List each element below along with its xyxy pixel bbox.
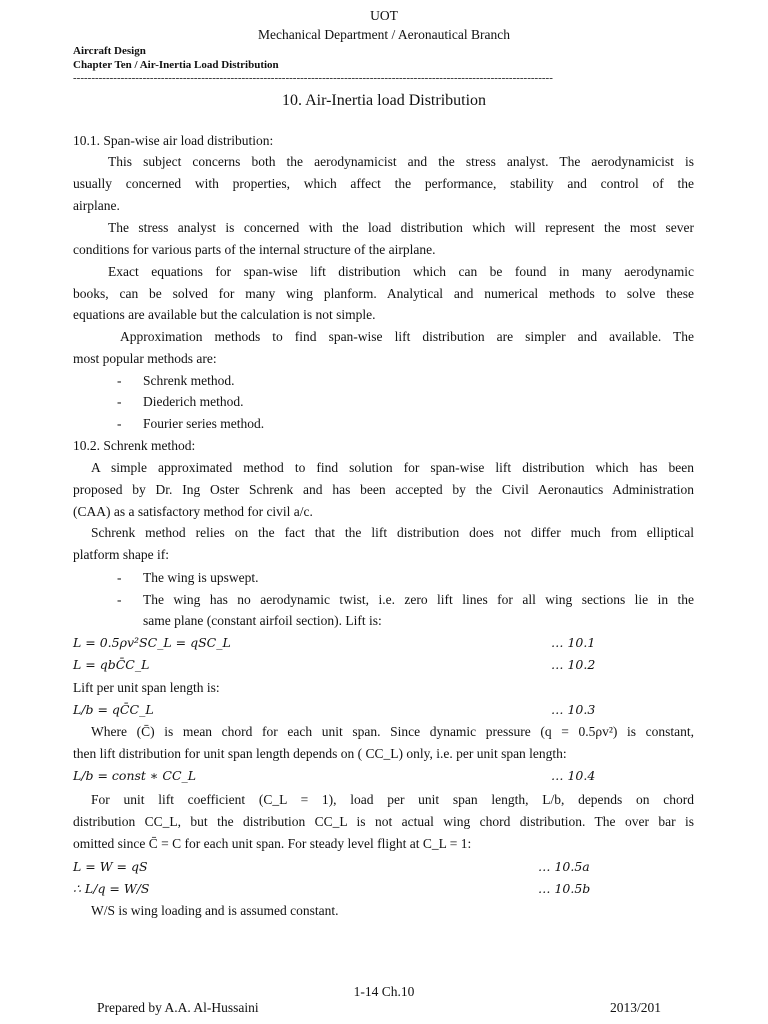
list-item: Fourier series method. bbox=[143, 416, 265, 431]
equation-10-5a: L = W = qS bbox=[73, 859, 148, 874]
paragraph-line: For unit lift coefficient (C_L = 1), load per unit span length, L/b, depends on chord bbox=[91, 792, 694, 807]
bullet-dash: - bbox=[117, 570, 122, 585]
equation-10-4: L/b = const ∗ CC_L bbox=[73, 768, 197, 783]
paragraph-line: Where (C̄) is mean chord for each unit span. Since dynamic pressure (q = 0.5ρv²) is constant, bbox=[91, 724, 694, 739]
equation-10-3: L/b = qC̄C_L bbox=[73, 702, 154, 717]
list-item: Diederich method. bbox=[143, 394, 244, 409]
bullet-dash: - bbox=[117, 394, 122, 409]
section-heading-10-1: 10.1. Span-wise air load distribution: bbox=[73, 133, 274, 148]
paragraph-line: Lift per unit span length is: bbox=[73, 680, 220, 695]
equation-number: … 10.1 bbox=[551, 635, 596, 650]
paragraph-line: then lift distribution for unit span length depends on ( CC_L) only, i.e. per unit span length: bbox=[73, 746, 567, 761]
equation-number: … 10.4 bbox=[551, 768, 596, 783]
university-name: UOT bbox=[370, 8, 398, 23]
paragraph-line: The stress analyst is concerned with the load distribution which will represent the most sever bbox=[108, 220, 694, 235]
paragraph-line: platform shape if: bbox=[73, 547, 169, 562]
bullet-dash: - bbox=[117, 592, 122, 607]
paragraph-line: most popular methods are: bbox=[73, 351, 217, 366]
page-number: 1-14 Ch.10 bbox=[353, 984, 415, 999]
bullet-dash: - bbox=[117, 416, 122, 431]
equation-10-2: L = qbC̄C_L bbox=[73, 657, 150, 672]
paragraph-line: proposed by Dr. Ing Oster Schrenk and has been accepted by the Civil Aeronautics Administration bbox=[73, 482, 694, 497]
chapter-title: Chapter Ten / Air-Inertia Load Distribution bbox=[73, 59, 279, 71]
paragraph-line: conditions for various parts of the internal structure of the airplane. bbox=[73, 242, 436, 257]
paragraph-line: omitted since C̄ = C for each unit span. For steady level flight at C_L = 1: bbox=[73, 836, 472, 851]
paragraph-line: W/S is wing loading and is assumed constant. bbox=[91, 903, 339, 918]
equation-10-1: L = 0.5ρv²SC_L = qSC_L bbox=[73, 635, 231, 650]
course-title: Aircraft Design bbox=[73, 45, 146, 57]
paragraph-line: Approximation methods to find span-wise lift distribution are simpler and available. The bbox=[120, 329, 694, 344]
footer-year: 2013/201 bbox=[610, 1000, 662, 1015]
paragraph-line: usually concerned with properties, which affect the performance, stability and control of the bbox=[73, 176, 694, 191]
page-title: 10. Air-Inertia load Distribution bbox=[281, 92, 487, 109]
list-item: same plane (constant airfoil section). Lift is: bbox=[143, 613, 382, 628]
bullet-dash: - bbox=[117, 373, 122, 388]
equation-number: … 10.5a bbox=[538, 859, 590, 874]
section-heading-10-2: 10.2. Schrenk method: bbox=[73, 438, 196, 453]
paragraph-line: A simple approximated method to find solution for span-wise lift distribution which has been bbox=[91, 460, 694, 475]
paragraph-line: distribution CC_L, but the distribution CC_L is not actual wing chord distribution. The over bar is bbox=[73, 814, 694, 829]
equation-10-5b: ∴ L/q = W/S bbox=[73, 881, 150, 896]
paragraph-line: books, can be solved for many wing planform. Analytical and numerical methods to solve these bbox=[73, 286, 694, 301]
header-rule: ----------------------------------------------------------------------------------------------------------------------------------- bbox=[73, 72, 553, 84]
paragraph-line: This subject concerns both the aerodynamicist and the stress analyst. The aerodynamicist is bbox=[108, 154, 694, 169]
list-item: The wing has no aerodynamic twist, i.e. zero lift lines for all wing sections lie in the bbox=[143, 592, 694, 607]
department-name: Mechanical Department / Aeronautical Branch bbox=[258, 27, 510, 42]
footer-author: Prepared by A.A. Al-Hussaini bbox=[97, 1000, 259, 1015]
list-item: The wing is upswept. bbox=[143, 570, 259, 585]
equation-number: … 10.3 bbox=[551, 702, 596, 717]
paragraph-line: (CAA) as a satisfactory method for civil a/c. bbox=[73, 504, 313, 519]
equation-number: … 10.2 bbox=[551, 657, 596, 672]
equation-number: … 10.5b bbox=[538, 881, 591, 896]
paragraph-line: Exact equations for span-wise lift distribution which can be found in many aerodynamic bbox=[108, 264, 694, 279]
paragraph-line: Schrenk method relies on the fact that the lift distribution does not differ much from elliptical bbox=[91, 525, 694, 540]
list-item: Schrenk method. bbox=[143, 373, 235, 388]
paragraph-line: airplane. bbox=[73, 198, 120, 213]
paragraph-line: equations are available but the calculation is not simple. bbox=[73, 307, 376, 322]
